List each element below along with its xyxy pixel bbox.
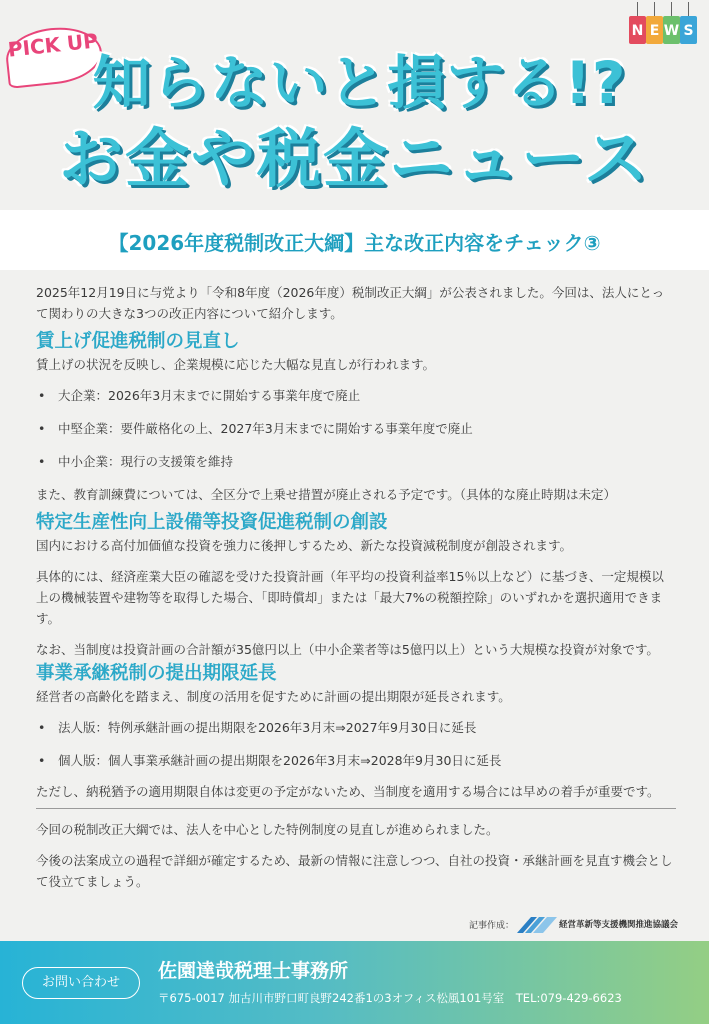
news-tag-letter: E: [646, 16, 663, 44]
office-name: 佐園達哉税理士事務所: [158, 960, 349, 982]
credit-organization: 経営革新等支援機関推進協議会: [559, 920, 679, 930]
divider: [36, 808, 676, 809]
section3-bullet: • 法人版：特例承継計画の提出期限を2026年3月末⇒2027年9月30日に延長: [36, 717, 676, 738]
section1-lead: 賃上げの状況を反映し、企業規模に応じた大幅な見直しが行われます。: [36, 357, 436, 372]
article-body: [36, 282, 676, 892]
summary-paragraph-1: 今回の税制改正大綱では、法人を中心とした特例制度の見直しが進められました。: [36, 822, 499, 837]
pickup-badge: PICK UP: [3, 23, 104, 89]
section2-body: 具体的には、経済産業大臣の確認を受けた投資計画（年平均の投資利益率15％以上など）に基づき、一定規模以上の機械装置や建物等を取得した場合、「即時償却」または「最大7%の税額控除」のいずれかを選択適用できます。: [36, 569, 664, 626]
news-tag-letter: N: [629, 16, 646, 44]
section2-heading: 特定生産性向上設備等投資促進税制の創設: [36, 512, 388, 533]
contact-button[interactable]: お問い合わせ: [22, 967, 140, 999]
headline-line1: 知らないと損する!?: [92, 49, 627, 117]
article-title-banner: [0, 210, 709, 270]
section3-note: ただし、納税猶予の適用期限自体は変更の予定がないため、当制度を適用する場合には早めの着手が重要です。: [36, 784, 660, 799]
header: [0, 0, 709, 210]
section3-bullet: • 個人版：個人事業承継計画の提出期限を2026年3月末⇒2028年9月30日に延長: [36, 750, 676, 771]
section1-bullet: • 中小企業：現行の支援策を維持: [36, 451, 676, 472]
news-tag-letter: S: [680, 16, 697, 44]
summary-paragraph-2: 今後の法案成立の過程で詳細が確定するため、最新の情報に注意しつつ、自社の投資・承継計画を見直す機会として役立てましょう。: [36, 853, 673, 889]
section1-bullet: • 中堅企業：要件厳格化の上、2027年3月末までに開始する事業年度で廃止: [36, 418, 676, 439]
credit-label: 記事作成：: [469, 921, 515, 931]
section1-bullet: • 大企業：2026年3月末までに開始する事業年度で廃止: [36, 385, 676, 406]
section3-heading: 事業承継税制の提出期限延長: [36, 663, 277, 684]
news-tags-icon: [629, 2, 699, 48]
headline-line2: お金や税金ニュース: [59, 123, 650, 197]
article-title: 【2026年度税制改正大綱】主な改正内容をチェック③: [108, 231, 601, 255]
credit: [455, 913, 695, 935]
office-address: 〒675-0017 加古川市野口町良野242番1の3オフィス松風101号室 TEL:079-429-6623: [158, 991, 622, 1005]
footer: [0, 941, 709, 1024]
section2-note: なお、当制度は投資計画の合計額が35億円以上（中小企業者等は5億円以上）という大規模な投資が対象です。: [36, 642, 659, 657]
news-tag-letter: W: [663, 16, 680, 44]
section3-lead: 経営者の高齢化を踏まえ、制度の活用を促すために計画の提出期限が延長されます。: [36, 689, 511, 704]
section2-lead: 国内における高付加価値な投資を強力に後押しするため、新たな投資減税制度が創設されます。: [36, 538, 573, 553]
section1-heading: 賃上げ促進税制の見直し: [36, 331, 240, 352]
section1-note: また、教育訓練費については、全区分で上乗せ措置が廃止される予定です。（具体的な廃止時期は未定）: [36, 487, 617, 502]
association-logo-icon: [515, 913, 559, 935]
intro-paragraph: 2025年12月19日に与党より「令和8年度（2026年度）税制改正大綱」が公表されました。今回は、法人にとって関わりの大きな3つの改正内容について紹介します。: [36, 285, 665, 321]
